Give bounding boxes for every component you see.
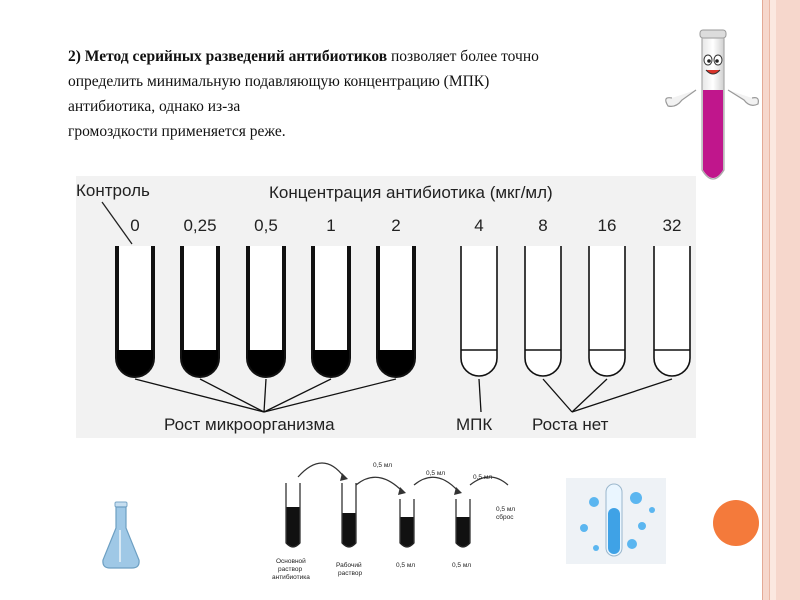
stock-label-3: антибиотика (272, 574, 310, 581)
growth-connector (135, 379, 264, 412)
dilution-procedure-illustration (268, 455, 528, 590)
concentration-value: 0,25 (183, 216, 217, 235)
test-tube-mascot-icon (662, 20, 762, 190)
tube4-label: 0,5 мл (452, 562, 472, 569)
stock-label-1: Основной (276, 558, 306, 565)
concentration-value: 2 (391, 216, 401, 235)
no-growth-connector (572, 379, 672, 412)
concentration-value: 0 (130, 216, 140, 235)
no-growth-connector (543, 379, 572, 412)
test-tube (654, 246, 690, 376)
working-label-2: раствор (338, 570, 363, 577)
concentration-value: 8 (538, 216, 548, 235)
mic-label: МПК (456, 415, 493, 434)
concentration-value: 4 (474, 216, 484, 235)
stock-label-2: раствор (278, 566, 303, 573)
volume-label-1: 0,5 мл (373, 462, 393, 469)
growth-label: Рост микроорганизма (164, 415, 335, 434)
line1-rest: позволяет более точно (387, 48, 539, 65)
no-growth-connector (572, 379, 607, 412)
slide-line-2: определить минимальную подавляющую концентрацию (МПК) (68, 73, 490, 90)
decorative-orange-circle (713, 500, 759, 546)
concentration-value: 32 (662, 216, 682, 235)
slide-line-1 (68, 44, 678, 69)
serial-dilution-diagram (76, 176, 696, 438)
connector-lines (135, 379, 672, 412)
growth-connector (264, 379, 396, 412)
slide-text (68, 44, 678, 144)
test-tube (461, 246, 497, 376)
concentration-label: Концентрация антибиотика (мкг/мл) (269, 183, 553, 202)
concentration-value: 1 (326, 216, 336, 235)
control-label: Контроль (76, 181, 150, 200)
volume-label-3: 0,5 мл (473, 474, 493, 481)
slide-line-3: антибиотика, однако из-за (68, 98, 241, 115)
concentration-value: 0,5 (254, 216, 278, 235)
mic-connector (479, 379, 481, 412)
tubes-group (117, 246, 690, 376)
growth-connector (264, 379, 331, 412)
slide-line-4: громоздкости применяется реже. (68, 123, 286, 140)
growth-connector (264, 379, 266, 412)
concentration-value: 16 (597, 216, 617, 235)
discard-label: сброс (496, 514, 514, 521)
flask-icon (100, 500, 142, 570)
no-growth-label: Роста нет (532, 415, 609, 434)
tube3-label: 0,5 мл (396, 562, 416, 569)
test-tube-bubbles-icon (566, 478, 666, 564)
growth-connector (200, 379, 264, 412)
working-label-1: Рабочий (336, 562, 362, 569)
method-title: 2) Метод серийных разведений антибиотиков (68, 48, 388, 65)
discard-volume-label: 0,5 мл (496, 506, 516, 513)
test-tube (525, 246, 561, 376)
control-pointer (102, 202, 132, 244)
decorative-side-border (762, 0, 800, 600)
test-tube (589, 246, 625, 376)
volume-label-2: 0,5 мл (426, 470, 446, 477)
diagram-svg (76, 176, 696, 438)
concentration-values (130, 216, 681, 235)
